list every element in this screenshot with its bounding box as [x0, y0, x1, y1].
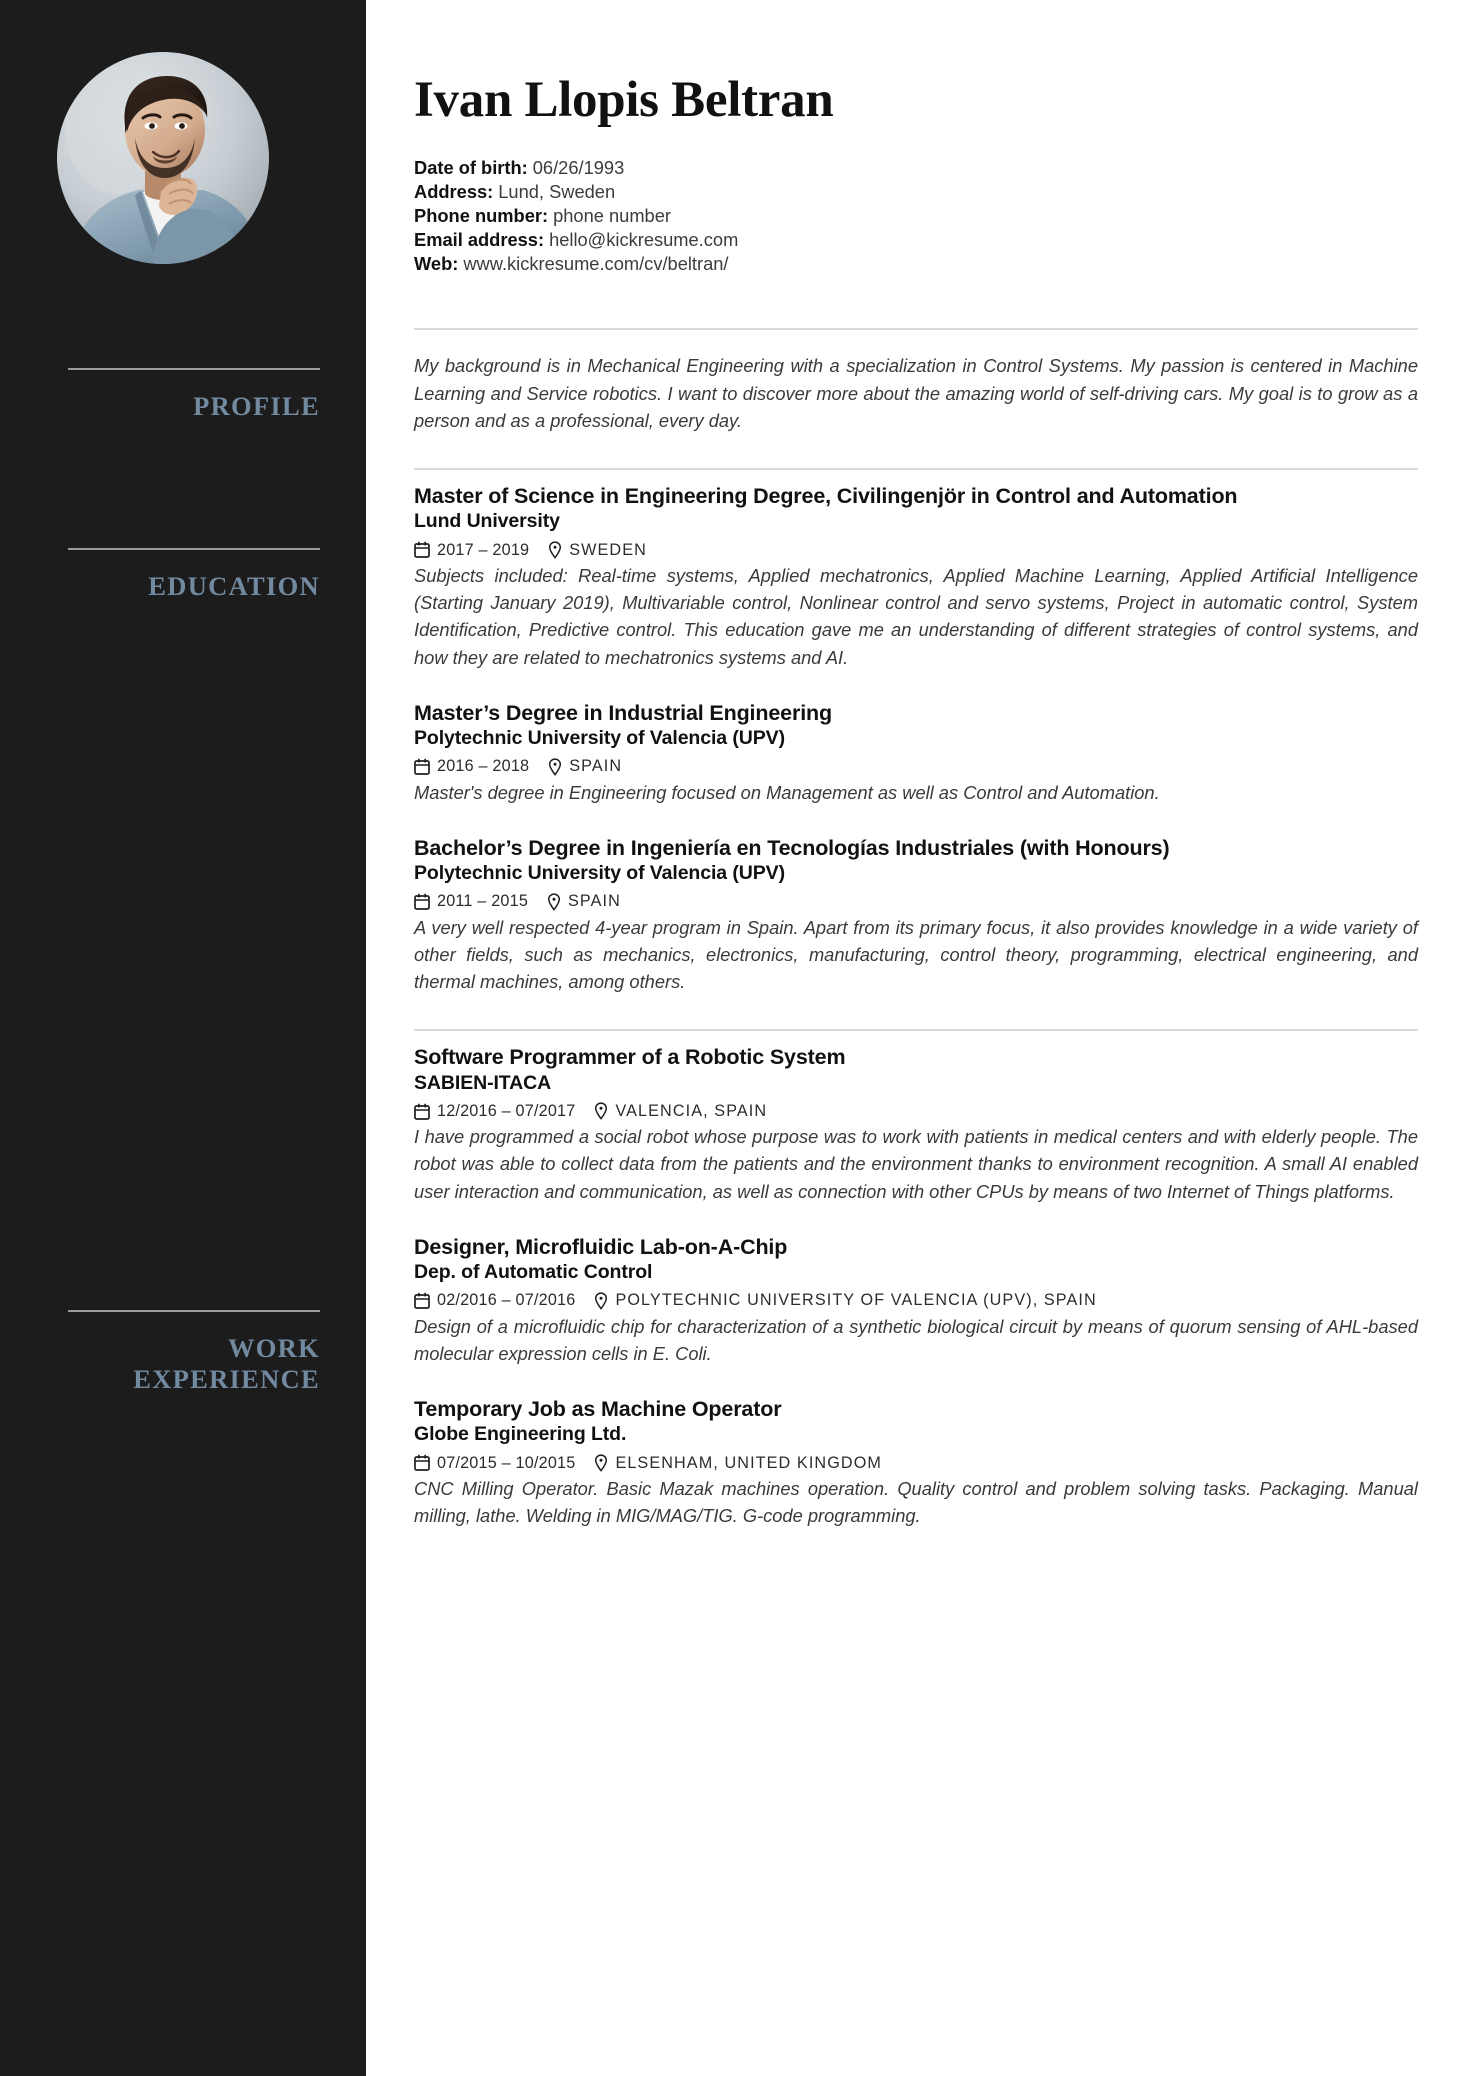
sidebar-label-work-line1: WORK [227, 1333, 320, 1363]
entry-description: Design of a microfluidic chip for characterization of a synthetic biological circuit by means of quorum sensing of AHL-based molecular expression cells in E. Coli. [414, 1315, 1418, 1364]
entry-date: 2016 – 2018 [437, 757, 530, 776]
main-content [366, 0, 1468, 2076]
calendar-icon [414, 1292, 430, 1309]
sidebar-section-profile [68, 368, 320, 422]
contact-row [414, 252, 1418, 276]
contact-value: Lund, Sweden [498, 180, 616, 202]
contact-label: Email address: [414, 228, 545, 250]
page-title: Ivan Llopis Beltran [414, 72, 834, 128]
entry-meta [414, 893, 1418, 911]
avatar [57, 52, 269, 264]
entry-description: Master's degree in Engineering focused on Management as well as Control and Automation. [414, 781, 1160, 803]
section-education [414, 468, 1418, 995]
sidebar-divider [68, 548, 320, 550]
entry-description: Subjects included: Real-time systems, Applied mechatronics, Applied Machine Learning, Applied Artificial Intelligence (Starting January 2019), Multivariable control, Nonlinear control and servo systems, Project in automatic control, System Identification, Predictive control. This education gave me an understanding of different strategies of control systems, and how they are related to mechatronics systems and AI. [414, 564, 1418, 668]
location-pin-icon [594, 1292, 608, 1310]
sidebar [0, 0, 366, 2076]
entry-meta [414, 541, 1418, 559]
contact-row [414, 204, 1418, 228]
entry-date: 2017 – 2019 [437, 540, 530, 559]
section-divider [414, 468, 1418, 470]
sidebar-label-work-line2: EXPERIENCE [133, 1364, 320, 1394]
contact-row [414, 156, 1418, 180]
entry-meta [414, 1292, 1418, 1310]
entry-title: Master’s Degree in Industrial Engineering [414, 700, 832, 725]
entry-organization: Polytechnic University of Valencia (UPV) [414, 862, 785, 885]
contact-value: www.kickresume.com/cv/beltran/ [463, 253, 729, 275]
entry-location: SPAIN [569, 757, 623, 776]
calendar-icon [414, 893, 430, 910]
entry-title: Bachelor’s Degree in Ingeniería en Tecnologías Industriales (with Honours) [414, 835, 1170, 860]
location-pin-icon [594, 1454, 608, 1472]
location-pin-icon [548, 541, 562, 559]
entry-location: POLYTECHNIC UNIVERSITY OF VALENCIA (UPV), SPAIN [615, 1291, 1097, 1310]
calendar-icon [414, 541, 430, 558]
entry-description: A very well respected 4-year program in Spain. Apart from its primary focus, it also provides knowledge in a wide variety of other fields, such as mechanics, electronics, manufacturing, control theory, programming, electrical engineering, and thermal machines, among others. [414, 916, 1418, 992]
sidebar-label-education: EDUCATION [148, 571, 320, 601]
work-entry [414, 1045, 1418, 1205]
sidebar-section-education [68, 548, 320, 602]
education-entry [414, 836, 1418, 996]
contact-label: Date of birth: [414, 156, 528, 178]
entry-date: 02/2016 – 07/2016 [437, 1291, 576, 1310]
entry-location: VALENCIA, SPAIN [615, 1101, 768, 1120]
section-profile [414, 328, 1418, 434]
contact-value: phone number [553, 204, 671, 226]
contact-row [414, 228, 1418, 252]
entry-organization: Globe Engineering Ltd. [414, 1423, 627, 1446]
entry-description: CNC Milling Operator. Basic Mazak machines operation. Quality control and problem solving tasks. Packaging. Manual milling, lathe. Welding in MIG/MAG/TIG. G-code programming. [414, 1477, 1418, 1526]
entry-date: 12/2016 – 07/2017 [437, 1101, 576, 1120]
section-divider [414, 1029, 1418, 1031]
entry-organization: Lund University [414, 510, 560, 533]
entry-date: 2011 – 2015 [437, 892, 529, 911]
profile-text: My background is in Mechanical Engineering with a specialization in Control Systems. My passion is centered in Machine Learning and Service robotics. I want to discover more about the amazing world of self-driving cars. My goal is to grow as a person and as a professional, every day. [414, 355, 1418, 431]
entry-title: Designer, Microfluidic Lab-on-A-Chip [414, 1234, 788, 1259]
calendar-icon [414, 758, 430, 775]
calendar-icon [414, 1454, 430, 1471]
contact-row [414, 180, 1418, 204]
entry-description: I have programmed a social robot whose purpose was to work with patients in medical centers and with elderly people. The robot was able to collect data from the patients and the environment thanks to environment recognition. A small AI enabled user interaction and communication, as well as connection with other CPUs by means of two Internet of Things platforms. [414, 1126, 1418, 1202]
portrait-photo [57, 52, 269, 264]
entry-meta [414, 1102, 1418, 1120]
section-work-experience [414, 1029, 1418, 1529]
entry-meta [414, 758, 1418, 776]
entry-title: Temporary Job as Machine Operator [414, 1397, 782, 1421]
entry-date: 07/2015 – 10/2015 [437, 1453, 576, 1472]
entry-organization: SABIEN-ITACA [414, 1071, 552, 1094]
contact-details [414, 156, 1418, 277]
contact-label: Address: [414, 180, 494, 202]
contact-value: 06/26/1993 [532, 156, 625, 178]
sidebar-divider [68, 368, 320, 370]
sidebar-section-work-experience [68, 1310, 320, 1395]
entry-location: SPAIN [568, 892, 621, 911]
contact-label: Web: [414, 253, 459, 275]
entry-title: Master of Science in Engineering Degree, Civilingenjör in Control and Automation [414, 484, 1238, 508]
work-entry [414, 1235, 1418, 1367]
entry-organization: Dep. of Automatic Control [414, 1261, 653, 1284]
calendar-icon [414, 1103, 430, 1120]
contact-label: Phone number: [414, 204, 549, 226]
contact-value: hello@kickresume.com [549, 228, 739, 250]
section-divider [414, 328, 1418, 330]
sidebar-divider [68, 1310, 320, 1312]
entry-location: ELSENHAM, UNITED KINGDOM [615, 1453, 882, 1472]
work-entry [414, 1397, 1418, 1529]
education-entry [414, 484, 1418, 671]
location-pin-icon [548, 758, 562, 776]
entry-title: Software Programmer of a Robotic System [414, 1045, 846, 1070]
sidebar-label-profile: PROFILE [193, 391, 320, 421]
location-pin-icon [594, 1102, 608, 1120]
education-entry [414, 701, 1418, 806]
entry-meta [414, 1454, 1418, 1472]
entry-location: SWEDEN [569, 540, 647, 559]
location-pin-icon [547, 893, 561, 911]
entry-organization: Polytechnic University of Valencia (UPV) [414, 727, 785, 750]
